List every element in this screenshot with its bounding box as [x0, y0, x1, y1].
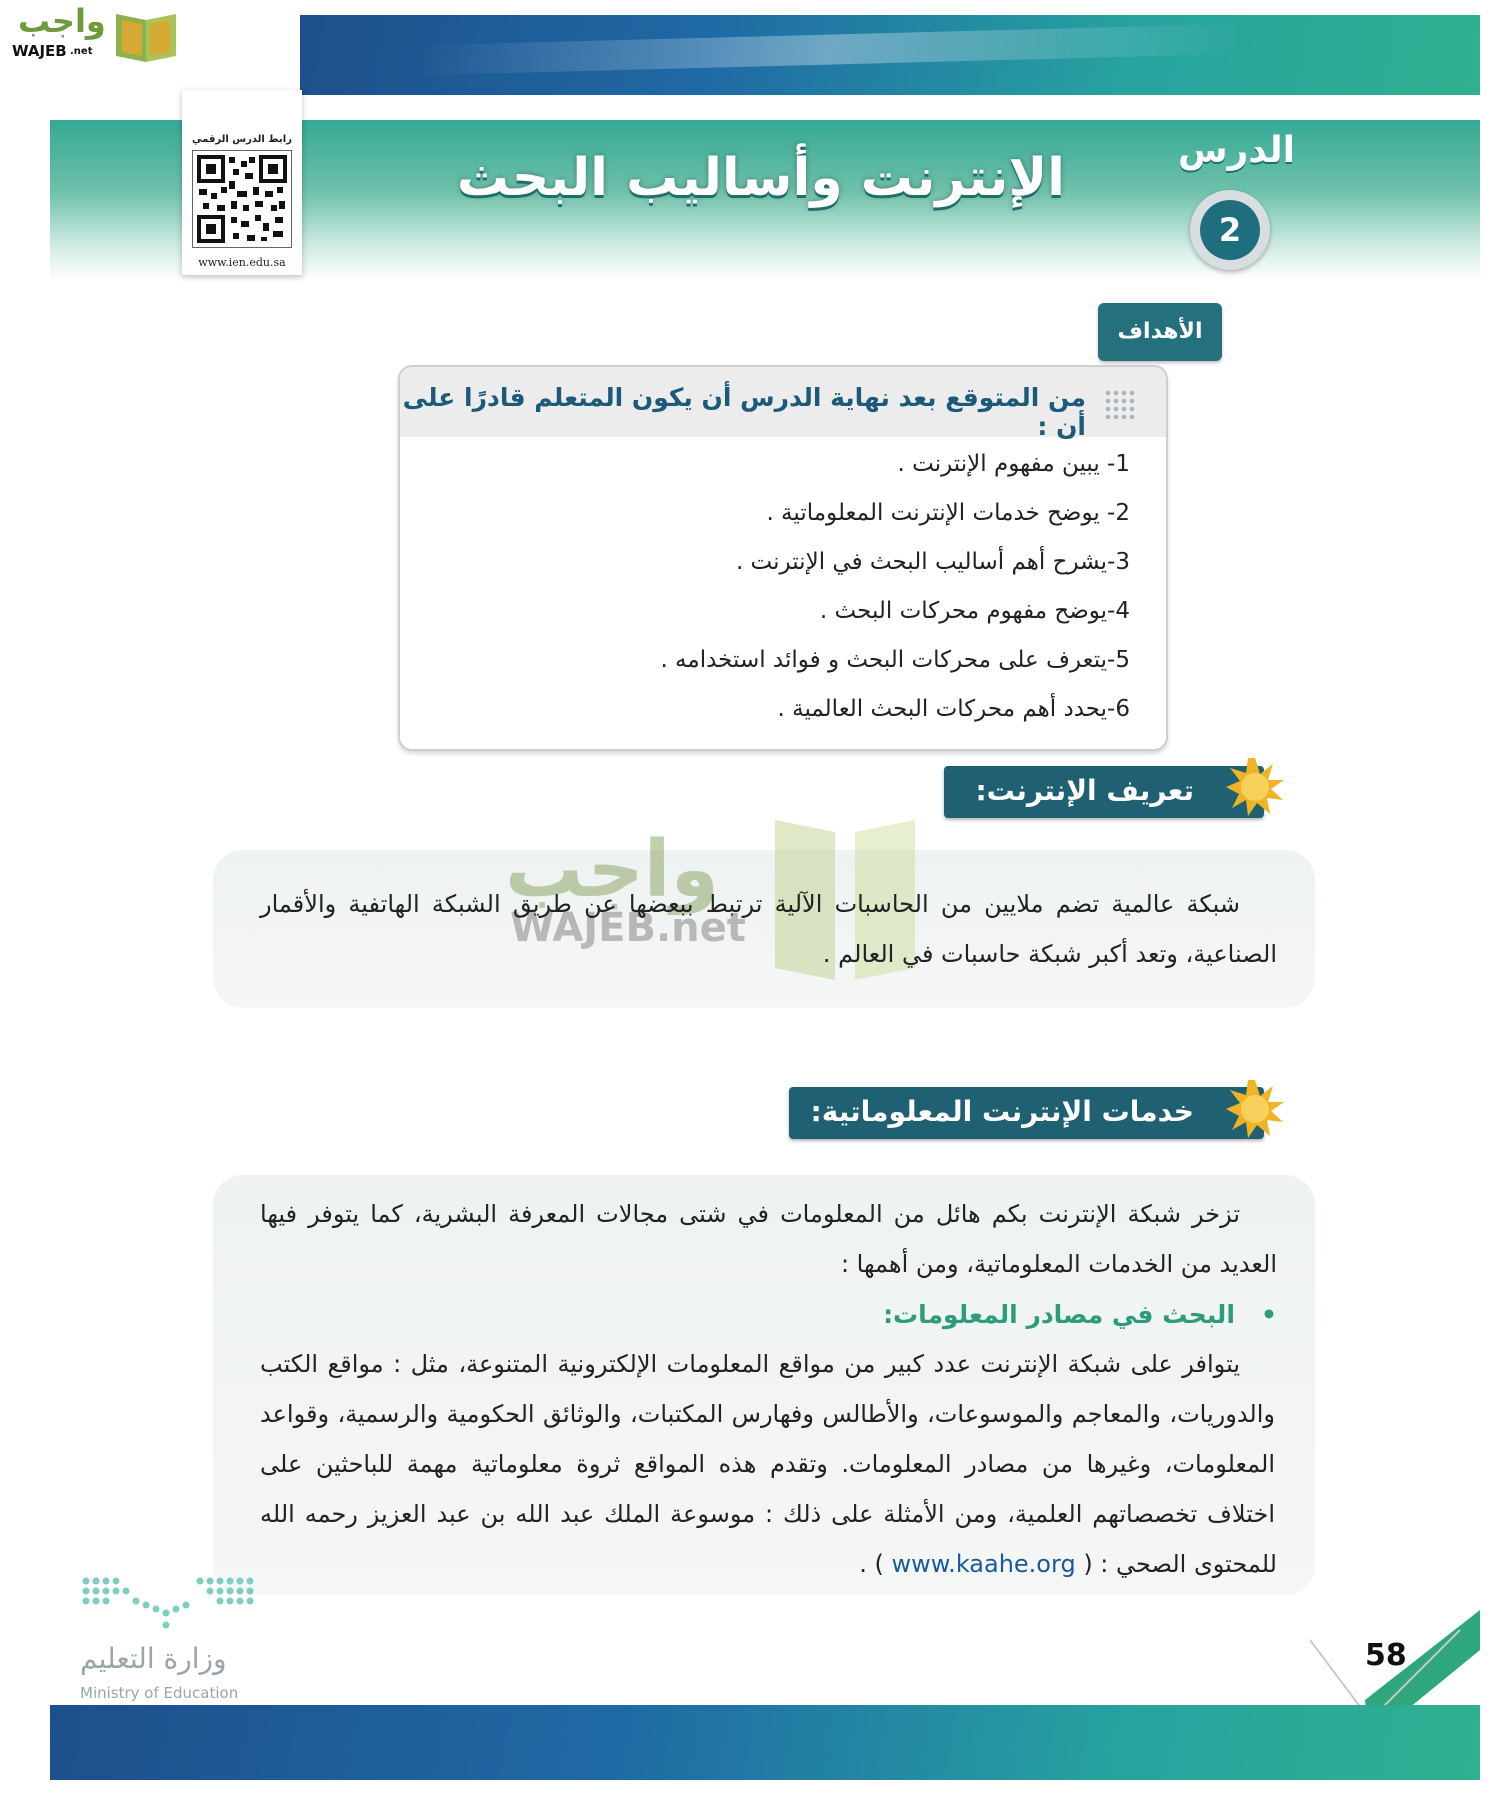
lesson-title: الإنترنت وأساليب البحث — [456, 148, 1065, 208]
services-panel — [213, 1175, 1315, 1595]
page-number: 58 — [1365, 1638, 1407, 1673]
objective-item: 2- يوضح خدمات الإنترنت المعلوماتية . — [766, 500, 1130, 526]
services-intro-line: العديد من الخدمات المعلوماتية، ومن أهمها : — [840, 1250, 1277, 1278]
ministry-name-ar: وزارة التعليم — [80, 1642, 227, 1675]
qr-code-icon[interactable] — [192, 150, 292, 248]
wajeb-logo-ar: واجب — [18, 2, 106, 40]
section-services-header — [789, 1087, 1264, 1139]
watermark-text: واجب — [505, 825, 720, 915]
qr-card — [182, 90, 302, 275]
qr-caption: رابط الدرس الرقمي — [192, 134, 292, 145]
sun-icon — [1226, 758, 1284, 816]
last-line-prefix: للمحتوى الصحي : ( — [1083, 1550, 1277, 1578]
objectives-header — [400, 367, 1166, 441]
ministry-logo-icon — [80, 1575, 256, 1635]
section-definition-header — [944, 766, 1264, 818]
objective-item: 6-يحدد أهم محركات البحث العالمية . — [777, 696, 1130, 722]
bullet-last-line — [859, 1550, 1277, 1578]
bullet-title: البحث في مصادر المعلومات: — [883, 1300, 1235, 1329]
last-line-suffix: ) . — [859, 1550, 884, 1578]
wajeb-logo-en: WAJEB — [12, 42, 67, 60]
qr-url[interactable]: www.ien.edu.sa — [198, 256, 286, 269]
kaahe-link[interactable]: www.kaahe.org — [891, 1550, 1076, 1578]
lesson-number-badge — [1190, 190, 1270, 270]
objective-item: 1- يبين مفهوم الإنترنت . — [897, 451, 1130, 477]
bullet-dot-icon: • — [1234, 1300, 1277, 1329]
bullet-line: المعلومات، وغيرها من مصادر المعلومات. وتقدم هذه المواقع ثروة معلوماتية مهمة للباحثين على — [260, 1450, 1275, 1478]
top-banner — [300, 15, 1480, 95]
dots-grid-icon — [1104, 389, 1138, 419]
objective-item: 3-يشرح أهم أساليب البحث في الإنترنت . — [735, 549, 1130, 575]
section-definition-title: تعريف الإنترنت: — [975, 774, 1194, 807]
bullet-line: والدوريات، والمعاجم والموسوعات، والأطالس وفهارس المكتبات، والوثائق الحكومية والرسمية، وقواعد — [260, 1400, 1275, 1428]
lesson-label: الدرس — [1177, 130, 1295, 171]
sun-icon — [1226, 1080, 1284, 1138]
wajeb-logo-net: .net — [70, 46, 93, 57]
bullet-line: اختلاف تخصصاتهم العلمية، ومن الأمثلة على ذلك : موسوعة الملك عبد الله بن عبد العزيز رحمه الله — [260, 1500, 1275, 1528]
objective-item: 4-يوضح مفهوم محركات البحث . — [819, 598, 1130, 624]
wajeb-logo — [6, 2, 188, 64]
lesson-number: 2 — [1200, 200, 1260, 260]
objectives-intro: من المتوقع بعد نهاية الدرس أن يكون المتعلم قادرًا على أن : — [402, 383, 1086, 441]
section-services-title: خدمات الإنترنت المعلوماتية: — [810, 1095, 1194, 1128]
objective-item: 5-يتعرف على محركات البحث و فوائد استخدامه . — [660, 647, 1130, 673]
ministry-name-en: Ministry of Education — [80, 1684, 239, 1702]
definition-line: شبكة عالمية تضم ملايين من الحاسبات الآلية ترتبط ببعضها عن طريق الشبكة الهاتفية والأقمار — [260, 890, 1240, 918]
bullet-line: يتوافر على شبكة الإنترنت عدد كبير من مواقع المعلومات الإلكترونية المتنوعة، مثل : مواقع الكتب — [260, 1350, 1240, 1378]
objectives-tab: الأهداف — [1098, 303, 1222, 361]
services-intro-line: تزخر شبكة الإنترنت بكم هائل من المعلومات في شتى مجالات المعرفة البشرية، كما يتوفر فيها — [260, 1200, 1240, 1228]
definition-line: الصناعية، وتعد أكبر شبكة حاسبات في العالم . — [822, 940, 1277, 968]
objectives-box — [398, 365, 1168, 751]
bottom-banner — [50, 1705, 1480, 1780]
bullet-heading — [883, 1300, 1277, 1329]
watermark-url: WAJEB.net — [510, 905, 746, 951]
